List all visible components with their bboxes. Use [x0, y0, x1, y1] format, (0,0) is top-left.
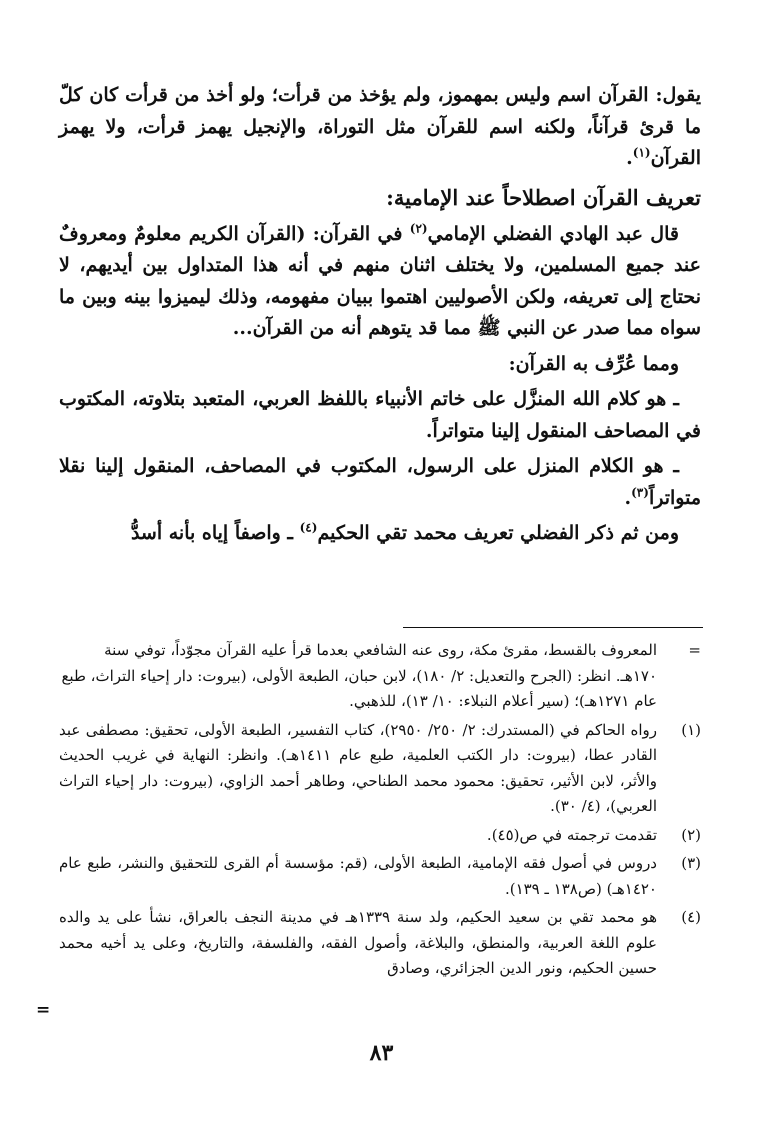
- continuation-text: المعروف بالقسط، مقرئ مكة، روى عنه الشافعي بعدما قرأ عليه القرآن مجوّداً، توفي سنة ١٧٠هـ. انظر: (الجرح والتعديل: ٢/ ١٨٠)، لابن حبان، الطبعة الأولى، (بيروت: دار إحياء التراث، طبع عام ١٢٧١هـ)؛ (سير أعلام النبلاء: ١٠/ ١٣)، للذهبي.: [61, 641, 657, 710]
- footnote-number: (١): [681, 720, 701, 739]
- footnote-ref-3[interactable]: (٣): [631, 485, 649, 500]
- definition-1: ـ هو كلام الله المنزَّل على خاتم الأنبياء باللفظ العربي، المتعبد بتلاوته، المكتوب في المصاحف المنقول إلينا متواتراً.: [59, 388, 701, 442]
- footnote-text: هو محمد تقي بن سعيد الحكيم، ولد سنة ١٣٣٩هـ في مدينة النجف بالعراق، نشأ على يد والده علوم اللغة العربية، والمنطق، والبلاغة، وأصول الفقه، والفلسفة، والتاريخ، وعلى يد أخيه محمد حسين الحكيم، ونور الدين الجزائري، وصادق: [59, 908, 657, 977]
- footnote-3: [59, 851, 701, 902]
- footnotes: [59, 638, 701, 985]
- footnote-2: [59, 823, 701, 849]
- footnote-separator: [403, 627, 703, 628]
- paragraph-6: [59, 518, 701, 550]
- paragraph-1-text: يقول: القرآن اسم وليس بمهموز، ولم يؤخذ من قرأت؛ ولو أخذ من قرأت كان كلّ ما قرئ قرآناً، ولكنه اسم للقرآن مثل التوراة، والإنجيل يهمز قرأت، ولا يهمز القرآن: [59, 84, 701, 169]
- paragraph-2-text-b: في القرآن: (القرآن الكريم معلومٌ ومعروفٌ عند جميع المسلمين، ولا يختلف اثنان منهم في أنه هذا المتداول بين أيديهم، لا نحتاج إلى تعريفه، ولكن الأصوليين اهتموا ببيان مفهومه، وذلك ليميزوا بينه وبين ما سواه مما صدر عن النبي ﷺ مما قد يتوهم أنه من القرآن...: [59, 222, 701, 339]
- paragraph-1-end: .: [626, 147, 633, 169]
- paragraph-1: [59, 80, 701, 175]
- footnote-text: تقدمت ترجمته في ص(٤٥).: [486, 825, 657, 844]
- definition-2-end: .: [624, 486, 632, 509]
- paragraph-6-text-a: ومن ثم ذكر الفضلي تعريف محمد تقي الحكيم: [317, 522, 679, 544]
- footnote-ref-1[interactable]: (١): [632, 145, 651, 160]
- footnote-1: [59, 718, 701, 820]
- footnote-ref-2[interactable]: (٢): [409, 221, 428, 236]
- footnote-ref-4[interactable]: (٤): [299, 520, 318, 535]
- footnote-4: [59, 905, 701, 982]
- main-text: [59, 80, 701, 550]
- definition-2: [59, 451, 701, 514]
- footnote-continuation: [59, 638, 701, 715]
- paragraph-2-text-a: قال عبد الهادي الفضلي الإمامي: [427, 222, 679, 245]
- paragraph-2: [59, 219, 701, 345]
- footnote-number: (٢): [681, 825, 701, 844]
- footnote-text: دروس في أصول فقه الإمامية، الطبعة الأولى، (قم: مؤسسة أم القرى للتحقيق والنشر، طبع عام ١٤٢٠هـ) (ص١٣٨ ـ ١٣٩).: [59, 854, 657, 898]
- definition-2-text: ـ هو الكلام المنزل على الرسول، المكتوب في المصاحف، المنقول إلينا نقلا متواتراً: [59, 455, 701, 509]
- paragraph-6-text-b: ـ واصفاً إياه بأنه أسدُّ: [130, 522, 300, 544]
- footnote-number: (٣): [681, 854, 701, 872]
- paragraph-3: ومما عُرِّف به القرآن:: [508, 352, 679, 375]
- footnote-text: رواه الحاكم في (المستدرك: ٢/ ٢٥٠/ ٢٩٥٠)، كتاب التفسير، الطبعة الأولى، تحقيق: مصطفى عبد القادر عطا، (بيروت: دار الكتب العلمية، طبع عام ١٤١١هـ). وانظر: النهاية في غريب الحديث والأثر، لابن الأثير، تحقيق: محمود محمد الطناحي، وطاهر أحمد الزاوي، (بيروت: دار إحياء التراث العربي)، (٤/ ٣٠).: [59, 720, 658, 815]
- continuation-mark: =: [688, 641, 701, 659]
- footnote-continues-mark: =: [36, 1000, 51, 1020]
- section-heading: تعريف القرآن اصطلاحاً عند الإمامية:: [386, 184, 701, 210]
- page-number: ٨٣: [369, 1040, 394, 1066]
- footnote-number: (٤): [681, 908, 701, 926]
